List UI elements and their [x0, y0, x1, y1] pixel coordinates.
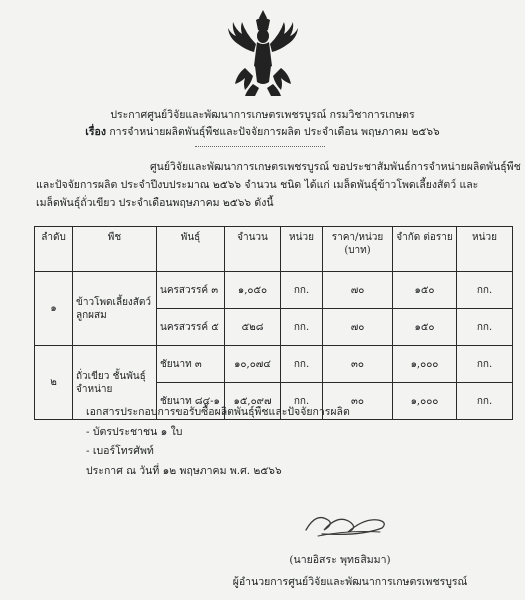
table-row	[35, 346, 513, 383]
col-amount: จำนวน	[225, 227, 281, 272]
body-line-2: และปัจจัยการผลิต ประจำปีงบประมาณ ๒๕๖๖ จำนวน ชนิด ได้แก่ เมล็ดพันธุ์ข้าวโพดเลี้ยงสัตว์ และ	[36, 179, 479, 191]
variety-cell: นครสวรรค์ ๕	[157, 309, 225, 346]
body-line-1: ศูนย์วิจัยและพัฒนาการเกษตรเพชรบูรณ์ ขอประชาสัมพันธ์การจำหน่ายผลิตพันธุ์พืช	[150, 161, 521, 173]
price-cell: ๗๐	[323, 272, 393, 309]
col-price: ราคา/หน่วย (บาท)	[323, 227, 393, 272]
announcement-title: ประกาศศูนย์วิจัยและพัฒนาการเกษตรเพชรบูรณ์ กรมวิชาการเกษตร	[110, 109, 415, 121]
col-order: ลำดับ	[35, 227, 73, 272]
table-row	[35, 272, 513, 309]
amount-cell: ๑๕,๐๙๗	[225, 383, 281, 420]
order-cell: ๑	[35, 272, 73, 346]
amount-cell: ๕๒๘	[225, 309, 281, 346]
col-unit: หน่วย	[281, 227, 323, 272]
limit-cell: ๑,๐๐๐	[393, 383, 457, 420]
distribution-table	[34, 226, 513, 420]
unit2-cell: กก.	[457, 272, 513, 309]
variety-cell: ชัยนาท ๘๔-๑	[157, 383, 225, 420]
price-cell: ๓๐	[323, 383, 393, 420]
price-cell: ๗๐	[323, 309, 393, 346]
table-header-row	[35, 227, 513, 272]
signatory-position: ผู้อำนวยการศูนย์วิจัยและพัฒนาการเกษตรเพชรบูรณ์	[232, 576, 468, 588]
order-cell: ๒	[35, 346, 73, 420]
document-item: - เบอร์โทรศัพท์	[86, 445, 154, 457]
announcement-subject	[0, 125, 525, 139]
divider	[195, 146, 325, 147]
signatory-name: (นายอิสระ พุทธสิมมา)	[289, 554, 391, 566]
limit-cell: ๑๕๐	[393, 309, 457, 346]
body-line-3: เมล็ดพันธุ์ถั่วเขียว ประจำเดือนพฤษภาคม ๒๕๖๖ ดังนี้	[36, 197, 274, 209]
limit-cell: ๑,๐๐๐	[393, 346, 457, 383]
amount-cell: ๑๐,๐๗๔	[225, 346, 281, 383]
document-item: - บัตรประชาชน ๑ ใบ	[86, 426, 183, 438]
variety-cell: นครสวรรค์ ๓	[157, 272, 225, 309]
plant-cell: ข้าวโพดเลี้ยงสัตว์ ลูกผสม	[73, 272, 157, 346]
variety-cell: ชัยนาท ๓	[157, 346, 225, 383]
subject-text: การจำหน่ายผลิตพันธุ์พืชและปัจจัยการผลิต ประจำเดือน พฤษภาคม ๒๕๖๖	[109, 126, 440, 138]
subject-label: เรื่อง	[85, 126, 106, 138]
unit-cell: กก.	[281, 383, 323, 420]
documents-heading: เอกสารประกอบการขอรับซื้อผลิตพันธุ์พืชและปัจจัยการผลิต	[86, 406, 350, 418]
unit2-cell: กก.	[457, 346, 513, 383]
amount-cell: ๑,๐๕๐	[225, 272, 281, 309]
garuda-emblem-icon	[225, 8, 301, 102]
col-plant: พืช	[73, 227, 157, 272]
unit2-cell: กก.	[457, 383, 513, 420]
unit2-cell: กก.	[457, 309, 513, 346]
price-cell: ๓๐	[323, 346, 393, 383]
col-unit-2: หน่วย	[457, 227, 513, 272]
limit-cell: ๑๕๐	[393, 272, 457, 309]
announcement-date: ประกาศ ณ วันที่ ๑๒ พฤษภาคม พ.ศ. ๒๕๖๖	[86, 465, 282, 477]
unit-cell: กก.	[281, 272, 323, 309]
handwritten-signature	[300, 500, 395, 545]
unit-cell: กก.	[281, 309, 323, 346]
col-limit: จำกัด ต่อราย	[393, 227, 457, 272]
col-variety: พันธุ์	[157, 227, 225, 272]
unit-cell: กก.	[281, 346, 323, 383]
plant-cell: ถั่วเขียว ชั้นพันธุ์จำหน่าย	[73, 346, 157, 420]
